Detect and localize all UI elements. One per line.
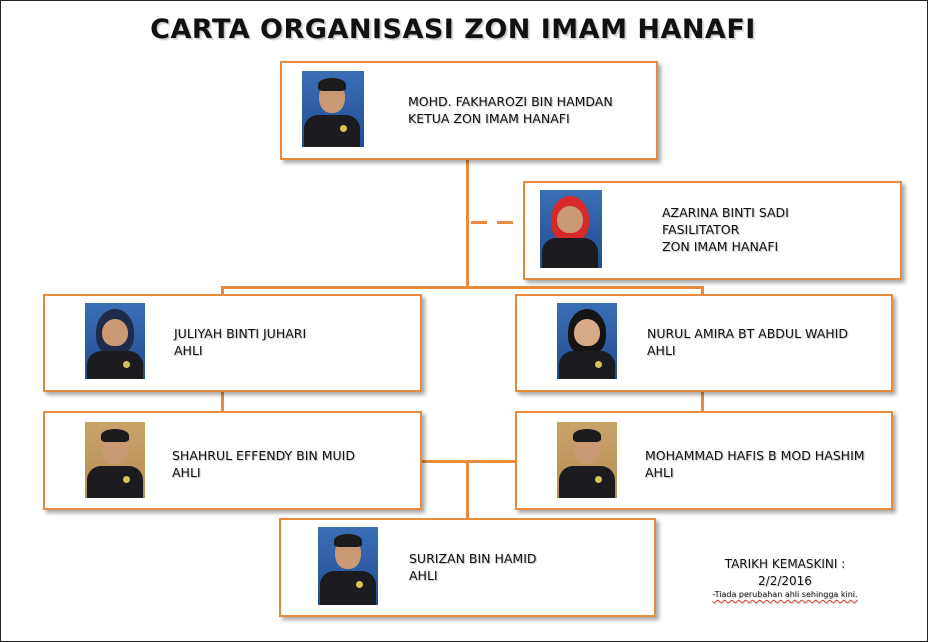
update-date: 2/2/2016 xyxy=(758,574,812,588)
member-info xyxy=(174,325,306,359)
connector-right-drop-2 xyxy=(701,389,704,412)
update-note xyxy=(690,556,880,601)
member-name: MOHAMMAD HAFIS B MOD HASHIM xyxy=(645,448,865,463)
member-card-nurul xyxy=(515,294,893,392)
member-role: AHLI xyxy=(645,465,674,480)
member-info xyxy=(645,447,865,481)
portrait-male-icon xyxy=(318,527,378,605)
member-info xyxy=(409,550,537,584)
update-label: TARIKH KEMASKINI : xyxy=(724,557,846,571)
member-name: NURUL AMIRA BT ABDUL WAHID xyxy=(647,326,848,341)
connector-facilitator-dash-1 xyxy=(471,221,487,224)
update-remark: -Tiada perubahan ahli sehingga kini. xyxy=(712,590,858,599)
member-info xyxy=(172,447,355,481)
leader-info xyxy=(408,93,613,127)
portrait-male-icon xyxy=(302,71,364,147)
portrait-male-icon xyxy=(85,422,145,498)
facilitator-info xyxy=(662,204,789,255)
member-name: MOHD. FAKHAROZI BIN HAMDAN xyxy=(408,94,613,109)
connector-horizontal-top xyxy=(221,286,703,289)
portrait-male-icon xyxy=(557,422,617,498)
portrait-female-hijab-icon xyxy=(85,303,145,379)
member-role: AHLI xyxy=(174,343,203,358)
portrait-female-hijab-icon xyxy=(557,303,617,379)
connector-leader-down xyxy=(466,158,469,288)
leader-card xyxy=(280,61,658,160)
member-card-hafis xyxy=(515,411,893,510)
page-title: CARTA ORGANISASI ZON IMAM HANAFI xyxy=(150,14,756,45)
member-name: SURIZAN BIN HAMID xyxy=(409,551,537,566)
member-role: AHLI xyxy=(172,465,201,480)
connector-left-drop-2 xyxy=(221,389,224,412)
connector-facilitator-dash-2 xyxy=(497,221,513,224)
member-name: JULIYAH BINTI JUHARI xyxy=(174,326,307,341)
member-zone: ZON IMAM HANAFI xyxy=(662,239,779,254)
member-role: AHLI xyxy=(647,343,676,358)
member-name: SHAHRUL EFFENDY BIN MUID xyxy=(172,448,355,463)
member-card-shahrul xyxy=(43,411,422,510)
portrait-female-hijab-icon xyxy=(540,190,602,268)
member-role: AHLI xyxy=(409,568,438,583)
connector-bottom-drop xyxy=(466,460,469,518)
member-card-juliyah xyxy=(43,294,422,392)
member-info xyxy=(647,325,848,359)
member-name: AZARINA BINTI SADI xyxy=(662,205,789,220)
member-role: KETUA ZON IMAM HANAFI xyxy=(408,111,570,126)
member-card-surizan xyxy=(279,518,656,617)
member-role: FASILITATOR xyxy=(662,222,740,237)
facilitator-card xyxy=(523,181,902,280)
